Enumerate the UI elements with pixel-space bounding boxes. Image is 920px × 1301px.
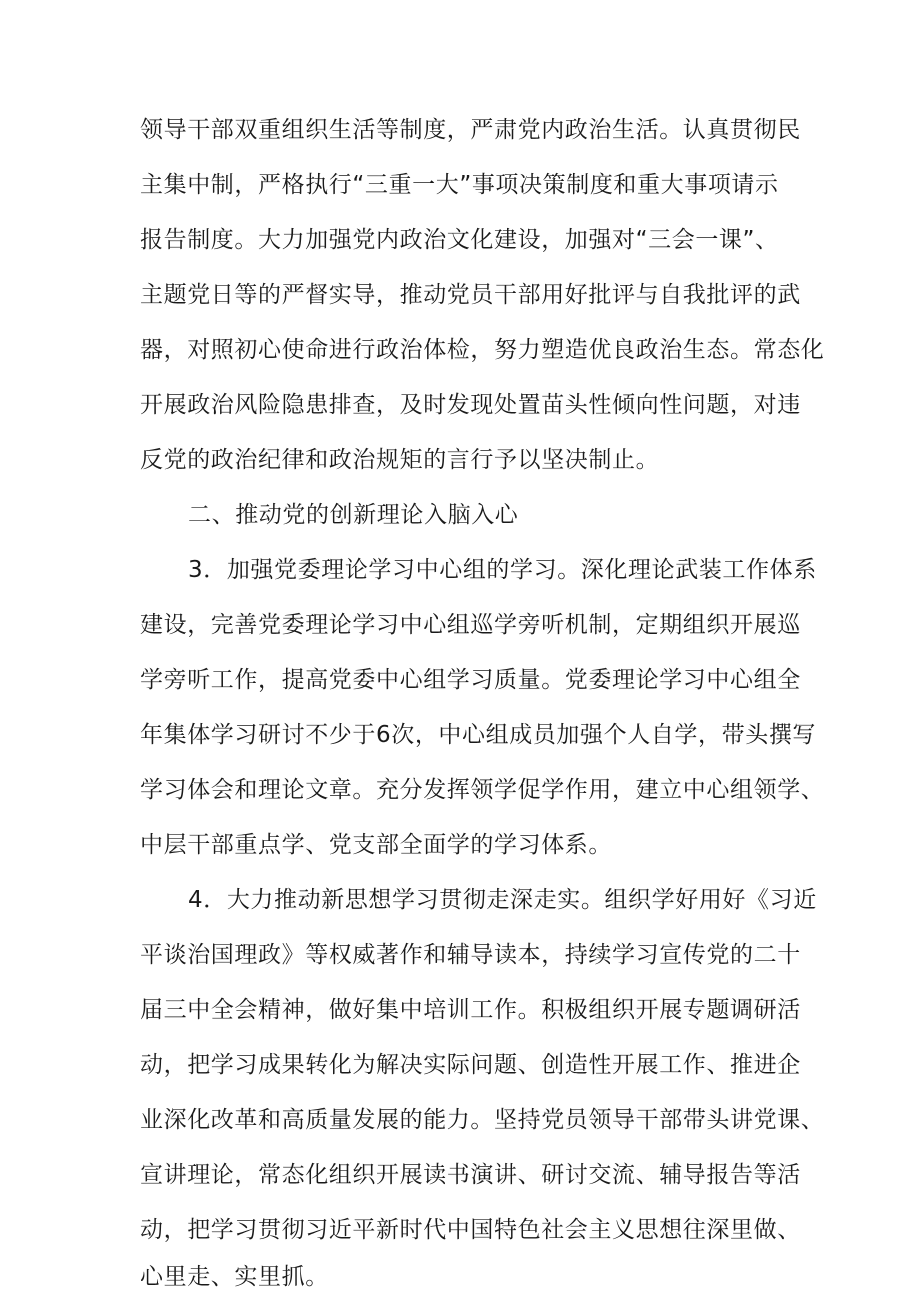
paragraph-line: 心里走、实里抓。 (140, 1264, 329, 1290)
paragraph-line: 平谈治国理政》等权威著作和辅导读本，持续学习宣传党的二十 (140, 942, 801, 968)
paragraph-line: 业深化改革和高质量发展的能力。坚持党员领导干部带头讲党课、 (140, 1107, 825, 1133)
paragraph-line: 报告制度。大力加强党内政治文化建设，加强对“三会一课”、 (140, 227, 779, 253)
paragraph-line: 年集体学习研讨不少于6次，中心组成员加强个人自学，带头撰写 (140, 722, 817, 748)
paragraph-line: 主集中制，严格执行“三重一大”事项决策制度和重大事项请示 (140, 172, 779, 198)
paragraph-line: 反党的政治纪律和政治规矩的言行予以坚决制止。 (140, 447, 660, 473)
paragraph-line: 学旁听工作，提高党委中心组学习质量。党委理论学习中心组全 (140, 667, 801, 693)
section-heading: 二、推动党的创新理论入脑入心 (188, 502, 519, 528)
paragraph-line: 动，把学习贯彻习近平新时代中国特色社会主义思想往深里做、 (140, 1217, 801, 1243)
paragraph-line: 领导干部双重组织生活等制度，严肃党内政治生活。认真贯彻民 (140, 117, 801, 143)
paragraph-line: 宣讲理论，常态化组织开展读书演讲、研讨交流、辅导报告等活 (140, 1162, 801, 1188)
paragraph-line: 中层干部重点学、党支部全面学的学习体系。 (140, 832, 612, 858)
paragraph-line: 届三中全会精神，做好集中培训工作。积极组织开展专题调研活 (140, 997, 801, 1023)
paragraph-line: 主题党日等的严督实导，推动党员干部用好批评与自我批评的武 (140, 282, 801, 308)
paragraph-line: 学习体会和理论文章。充分发挥领学促学作用，建立中心组领学、 (140, 777, 825, 803)
paragraph-line: 建设，完善党委理论学习中心组巡学旁听机制，定期组织开展巡 (140, 612, 801, 638)
item-heading-line: 3．加强党委理论学习中心组的学习。深化理论武装工作体系 (188, 557, 817, 583)
paragraph-line: 开展政治风险隐患排查，及时发现处置苗头性倾向性问题，对违 (140, 392, 801, 418)
paragraph-line: 动，把学习成果转化为解决实际问题、创造性开展工作、推进企 (140, 1052, 801, 1078)
item-heading-line: 4．大力推动新思想学习贯彻走深走实。组织学好用好《习近 (188, 887, 817, 913)
paragraph-line: 器，对照初心使命进行政治体检，努力塑造优良政治生态。常态化 (140, 337, 825, 363)
